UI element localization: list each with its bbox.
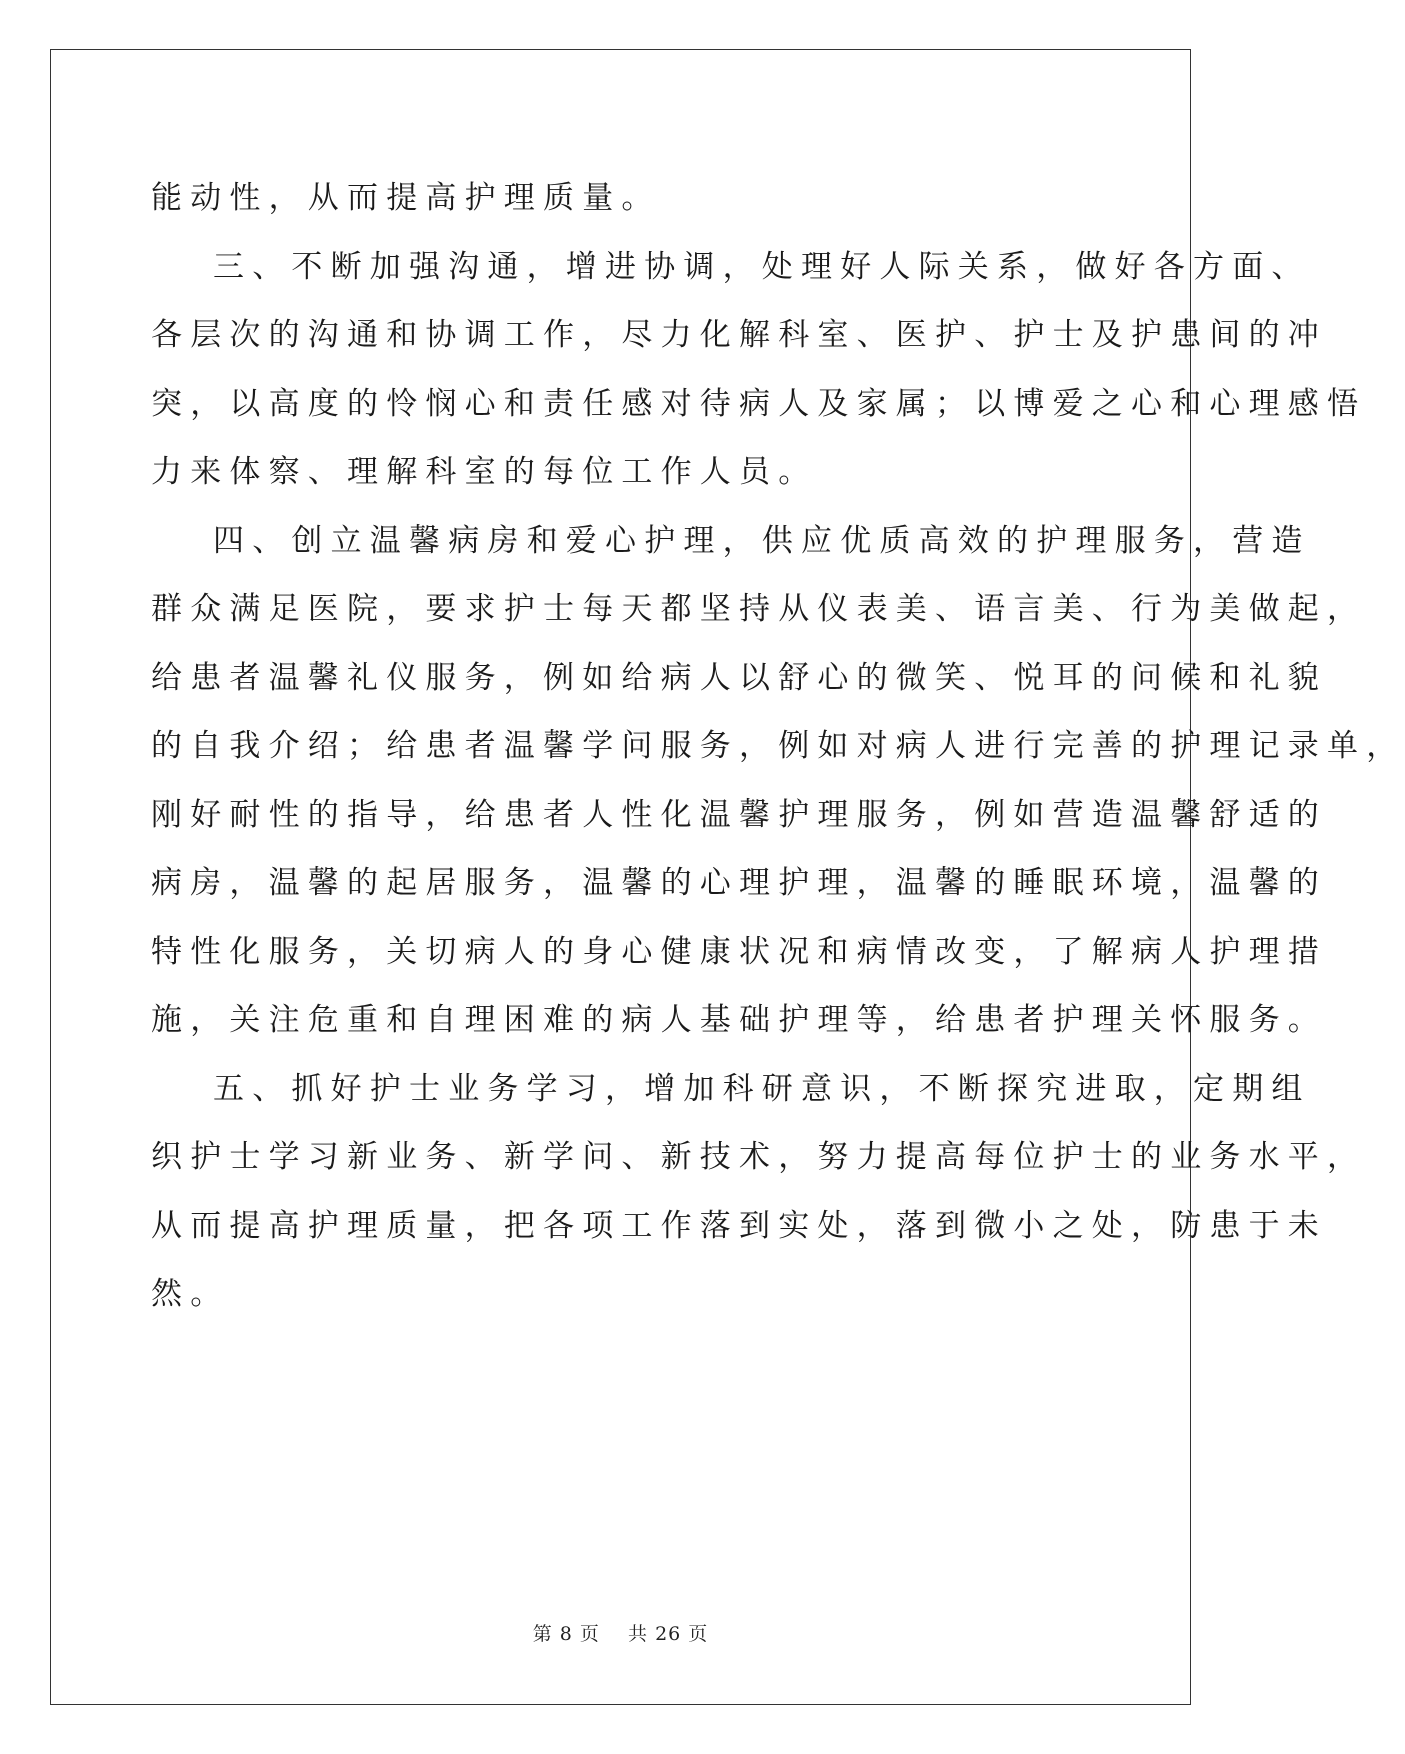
text-line: 施，关注危重和自理困难的病人基础护理等，给患者护理关怀服务。 bbox=[151, 1002, 1327, 1038]
paragraph-start-line: 四、创立温馨病房和爱心护理，供应优质高效的护理服务，营造 bbox=[213, 522, 1311, 559]
text-line: 刚好耐性的指导，给患者人性化温馨护理服务，例如营造温馨舒适的 bbox=[151, 796, 1327, 833]
paragraph-start-line: 三、不断加强沟通，增进协调，处理好人际关系，做好各方面、 bbox=[213, 248, 1311, 285]
text-line: 的自我介绍；给患者温馨学问服务，例如对病人进行完善的护理记录单， bbox=[151, 728, 1405, 764]
page-footer bbox=[0, 1619, 1241, 1646]
paragraph-start-line: 五、抓好护士业务学习，增加科研意识，不断探究进取，定期组 bbox=[213, 1070, 1311, 1107]
page-number: 第 8 页 bbox=[532, 1623, 600, 1645]
page-total: 共 26 页 bbox=[628, 1623, 709, 1645]
text-line: 力来体察、理解科室的每位工作人员。 bbox=[151, 454, 818, 490]
text-line: 给患者温馨礼仪服务，例如给病人以舒心的微笑、悦耳的问候和礼貌 bbox=[151, 659, 1327, 696]
text-line: 病房，温馨的起居服务，温馨的心理护理，温馨的睡眠环境，温馨的 bbox=[151, 865, 1327, 901]
text-line: 织护士学习新业务、新学问、新技术，努力提高每位护士的业务水平， bbox=[151, 1139, 1367, 1175]
text-line: 从而提高护理质量，把各项工作落到实处，落到微小之处，防患于未 bbox=[151, 1207, 1327, 1244]
text-line: 然。 bbox=[151, 1276, 230, 1312]
text-line: 能动性，从而提高护理质量。 bbox=[151, 180, 661, 216]
document-body bbox=[151, 164, 1405, 1329]
text-line: 突，以高度的怜悯心和责任感对待病人及家属；以博爱之心和心理感悟 bbox=[151, 385, 1367, 422]
text-line: 特性化服务，关切病人的身心健康状况和病情改变，了解病人护理措 bbox=[151, 933, 1327, 970]
text-line: 群众满足医院，要求护士每天都坚持从仪表美、语言美、行为美做起， bbox=[151, 591, 1367, 627]
text-line: 各层次的沟通和协调工作，尽力化解科室、医护、护士及护患间的冲 bbox=[151, 317, 1327, 353]
